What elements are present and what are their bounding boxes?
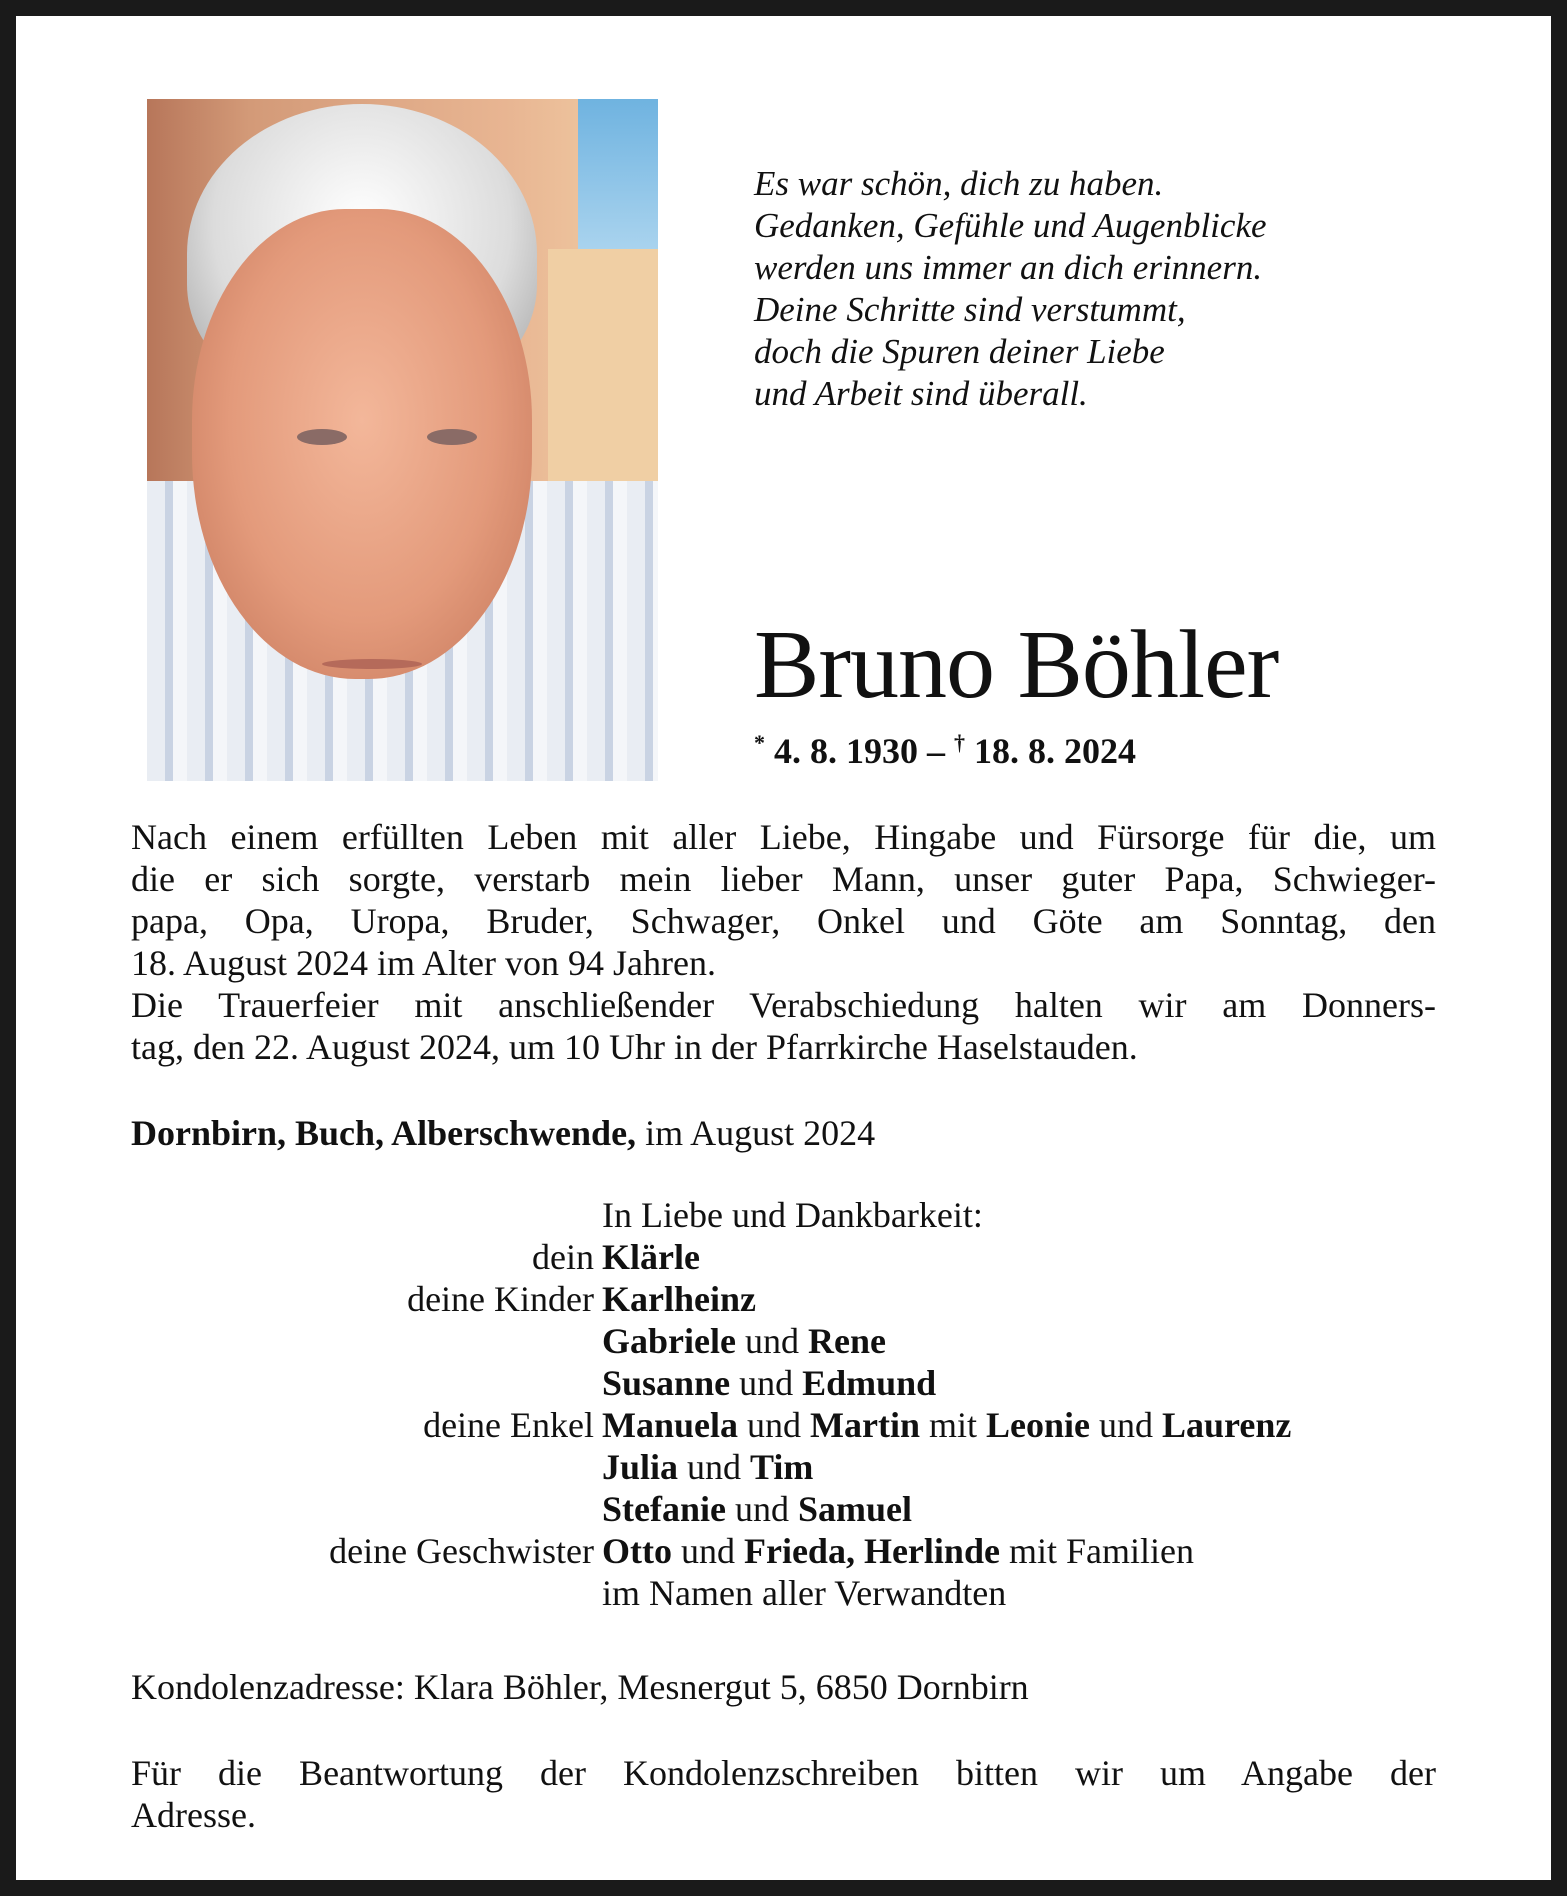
death-date: 18. 8. 2024 — [974, 731, 1136, 771]
place-date — [131, 1112, 875, 1154]
mourner-name: Martin — [810, 1405, 920, 1445]
poem-line: und Arbeit sind überall. — [754, 374, 1088, 413]
mourner-row — [131, 1278, 1436, 1320]
relation-label — [131, 1488, 602, 1530]
connector: und — [730, 1363, 803, 1403]
connector: und — [671, 1531, 744, 1571]
mourner-row — [131, 1236, 1436, 1278]
text-line: Nach einem erfüllten Leben mit aller Liebe, Hingabe und Fürsorge für die, um — [131, 817, 1436, 857]
mourner-name: Susanne — [602, 1363, 731, 1403]
deceased-name: Bruno Böhler — [754, 611, 1279, 719]
mourner-name: Klärle — [602, 1237, 700, 1277]
poem-line: Deine Schritte sind verstummt, — [754, 290, 1186, 329]
text-line: Für die Beantwortung der Kondolenzschreiben bitten wir um Angabe der — [131, 1753, 1436, 1793]
mourner-names — [602, 1530, 1194, 1572]
mourner-name: Edmund — [802, 1363, 937, 1403]
mourner-names — [602, 1404, 1291, 1446]
mourner-name: Otto — [602, 1531, 672, 1571]
poem-line: Es war schön, dich zu haben. — [754, 164, 1164, 203]
mourner-name: Samuel — [797, 1489, 912, 1529]
mourner-row — [131, 1572, 1436, 1614]
mourners-heading: In Liebe und Dankbarkeit: — [602, 1195, 983, 1235]
text-line: tag, den 22. August 2024, um 10 Uhr in der Pfarrkirche Haselstauden. — [131, 1027, 1138, 1067]
portrait-photo — [147, 99, 658, 781]
text-line: papa, Opa, Uropa, Bruder, Schwager, Onkel und Göte am Sonntag, den — [131, 901, 1436, 941]
poem-line: Gedanken, Gefühle und Augenblicke — [754, 206, 1267, 245]
connector: im Namen aller Verwandten — [602, 1573, 1007, 1613]
relation-label — [131, 1320, 602, 1362]
mourner-names — [602, 1572, 1006, 1614]
mourner-names — [602, 1320, 886, 1362]
mourner-row — [131, 1488, 1436, 1530]
mourner-names — [602, 1488, 912, 1530]
mourner-row — [131, 1320, 1436, 1362]
birth-date: 4. 8. 1930 — [774, 731, 918, 771]
mourner-names — [602, 1362, 936, 1404]
mourner-name: Julia — [602, 1447, 679, 1487]
death-symbol: † — [954, 730, 965, 755]
mourner-name: Rene — [807, 1321, 886, 1361]
mourner-row — [131, 1362, 1436, 1404]
connector: und — [678, 1447, 751, 1487]
mourner-row — [131, 1446, 1436, 1488]
mourner-name: Gabriele — [602, 1321, 736, 1361]
relation-label: deine Geschwister — [329, 1531, 594, 1571]
date-separator: – — [918, 731, 954, 771]
poem — [754, 163, 1267, 415]
mourner-names — [602, 1278, 756, 1320]
relation-label — [131, 1446, 602, 1488]
poem-line: werden uns immer an dich erinnern. — [754, 248, 1263, 287]
relation-label: deine Enkel — [423, 1405, 594, 1445]
connector: und — [1090, 1405, 1162, 1445]
mourner-name: Laurenz — [1162, 1405, 1292, 1445]
mourner-names — [602, 1446, 813, 1488]
connector: mit — [919, 1405, 986, 1445]
mourner-name: Stefanie — [602, 1489, 726, 1529]
text-line: Adresse. — [131, 1795, 256, 1835]
text-line: Die Trauerfeier mit anschließender Verabschiedung halten wir am Donners- — [131, 985, 1436, 1025]
poem-line: doch die Spuren deiner Liebe — [754, 332, 1165, 371]
life-dates — [754, 730, 1136, 772]
mourner-name: Leonie — [986, 1405, 1090, 1445]
mourner-names — [602, 1236, 700, 1278]
connector: mit Familien — [999, 1531, 1194, 1571]
condolence-address: Kondolenzadresse: Klara Böhler, Mesnergut 5, 6850 Dornbirn — [131, 1667, 1029, 1707]
mourner-name: Karlheinz — [602, 1279, 756, 1319]
mourner-name: Frieda, Herlinde — [743, 1531, 1000, 1571]
connector: und — [725, 1489, 798, 1529]
month: im August 2024 — [636, 1113, 876, 1153]
mourner-row — [131, 1404, 1436, 1446]
mourners — [131, 1194, 1436, 1614]
mourner-row — [131, 1530, 1436, 1572]
announcement-text — [131, 816, 1436, 1068]
mourner-name: Tim — [750, 1447, 814, 1487]
relation-label: dein — [532, 1237, 594, 1277]
connector: und — [735, 1321, 808, 1361]
birth-symbol: * — [754, 730, 765, 755]
text-line: die er sich sorgte, verstarb mein lieber Mann, unser guter Papa, Schwieger- — [131, 859, 1436, 899]
connector: und — [738, 1405, 811, 1445]
relation-label — [131, 1362, 602, 1404]
relation-label — [131, 1572, 602, 1614]
relation-label: deine Kinder — [407, 1279, 594, 1319]
places: Dornbirn, Buch, Alberschwende, — [131, 1113, 637, 1153]
text-line: 18. August 2024 im Alter von 94 Jahren. — [131, 943, 716, 983]
reply-note — [131, 1752, 1436, 1836]
mourner-name: Manuela — [602, 1405, 739, 1445]
